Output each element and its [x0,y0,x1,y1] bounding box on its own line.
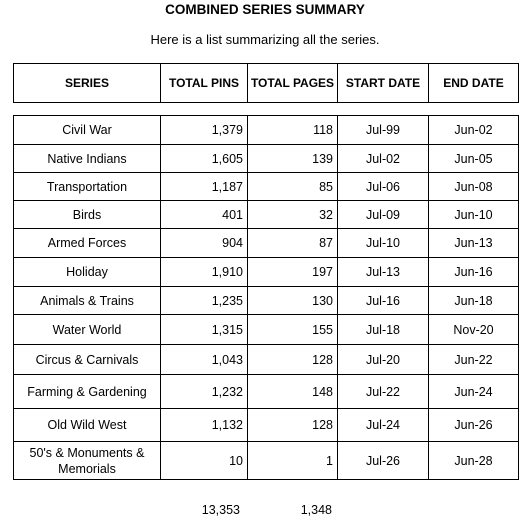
end-date-cell: Jun-26 [429,409,519,442]
table-row [14,145,519,173]
start-date-cell: Jul-99 [338,116,429,145]
header-start-date: START DATE [338,64,429,103]
pages-cell: 32 [248,201,338,229]
total-pages-value: 1,348 [300,503,332,517]
table-row [14,287,519,315]
end-date-cell: Jun-13 [429,229,519,258]
series-table [13,115,519,480]
series-cell: Transportation [14,173,161,201]
pins-cell: 904 [161,229,248,258]
pins-cell: 1,043 [161,345,248,375]
pins-cell: 1,232 [161,375,248,409]
start-date-cell: Jul-10 [338,229,429,258]
pages-cell: 155 [248,315,338,345]
end-date-cell: Jun-05 [429,145,519,173]
start-date-cell: Jul-06 [338,173,429,201]
table-row [14,201,519,229]
start-date-cell: Jul-24 [338,409,429,442]
series-cell: Old Wild West [14,409,161,442]
pins-cell: 1,910 [161,258,248,287]
end-date-cell: Nov-20 [429,315,519,345]
header-series: SERIES [14,64,161,103]
series-cell: Birds [14,201,161,229]
header-end-date: END DATE [429,64,519,103]
start-date-cell: Jul-26 [338,442,429,480]
end-date-cell: Jun-08 [429,173,519,201]
start-date-cell: Jul-13 [338,258,429,287]
start-date-cell: Jul-22 [338,375,429,409]
table-row [14,345,519,375]
series-cell: Farming & Gardening [14,375,161,409]
pins-cell: 1,132 [161,409,248,442]
pages-cell: 1 [248,442,338,480]
series-cell: Native Indians [14,145,161,173]
header-row [14,64,519,103]
pages-cell: 85 [248,173,338,201]
header-total-pins: TOTAL PINS [161,64,248,103]
series-cell: 50's & Monuments & Memorials [14,442,161,480]
start-date-cell: Jul-09 [338,201,429,229]
pages-cell: 128 [248,345,338,375]
pages-cell: 139 [248,145,338,173]
pages-cell: 87 [248,229,338,258]
series-cell: Circus & Carnivals [14,345,161,375]
header-total-pages: TOTAL PAGES [248,64,338,103]
table-row [14,375,519,409]
table-row [14,315,519,345]
table-row [14,173,519,201]
series-cell: Civil War [14,116,161,145]
pages-cell: 148 [248,375,338,409]
end-date-cell: Jun-16 [429,258,519,287]
table-row [14,229,519,258]
end-date-cell: Jun-24 [429,375,519,409]
table-row [14,442,519,480]
table-row [14,116,519,145]
series-cell: Animals & Trains [14,287,161,315]
series-cell: Holiday [14,258,161,287]
total-pins-value: 13,353 [201,503,240,517]
end-date-cell: Jun-02 [429,116,519,145]
end-date-cell: Jun-28 [429,442,519,480]
pins-cell: 1,605 [161,145,248,173]
series-cell: Water World [14,315,161,345]
start-date-cell: Jul-16 [338,287,429,315]
start-date-cell: Jul-02 [338,145,429,173]
pages-cell: 197 [248,258,338,287]
series-cell: Armed Forces [14,229,161,258]
document-title: COMBINED SERIES SUMMARY [165,2,365,17]
pins-cell: 10 [161,442,248,480]
pages-cell: 118 [248,116,338,145]
end-date-cell: Jun-22 [429,345,519,375]
pages-cell: 130 [248,287,338,315]
pins-cell: 1,187 [161,173,248,201]
pages-cell: 128 [248,409,338,442]
end-date-cell: Jun-18 [429,287,519,315]
document-subtitle: Here is a list summarizing all the series. [150,32,380,47]
header-table [13,63,519,103]
end-date-cell: Jun-10 [429,201,519,229]
pins-cell: 1,379 [161,116,248,145]
table-row [14,409,519,442]
pins-cell: 1,315 [161,315,248,345]
pins-cell: 401 [161,201,248,229]
pins-cell: 1,235 [161,287,248,315]
start-date-cell: Jul-18 [338,315,429,345]
table-row [14,258,519,287]
start-date-cell: Jul-20 [338,345,429,375]
